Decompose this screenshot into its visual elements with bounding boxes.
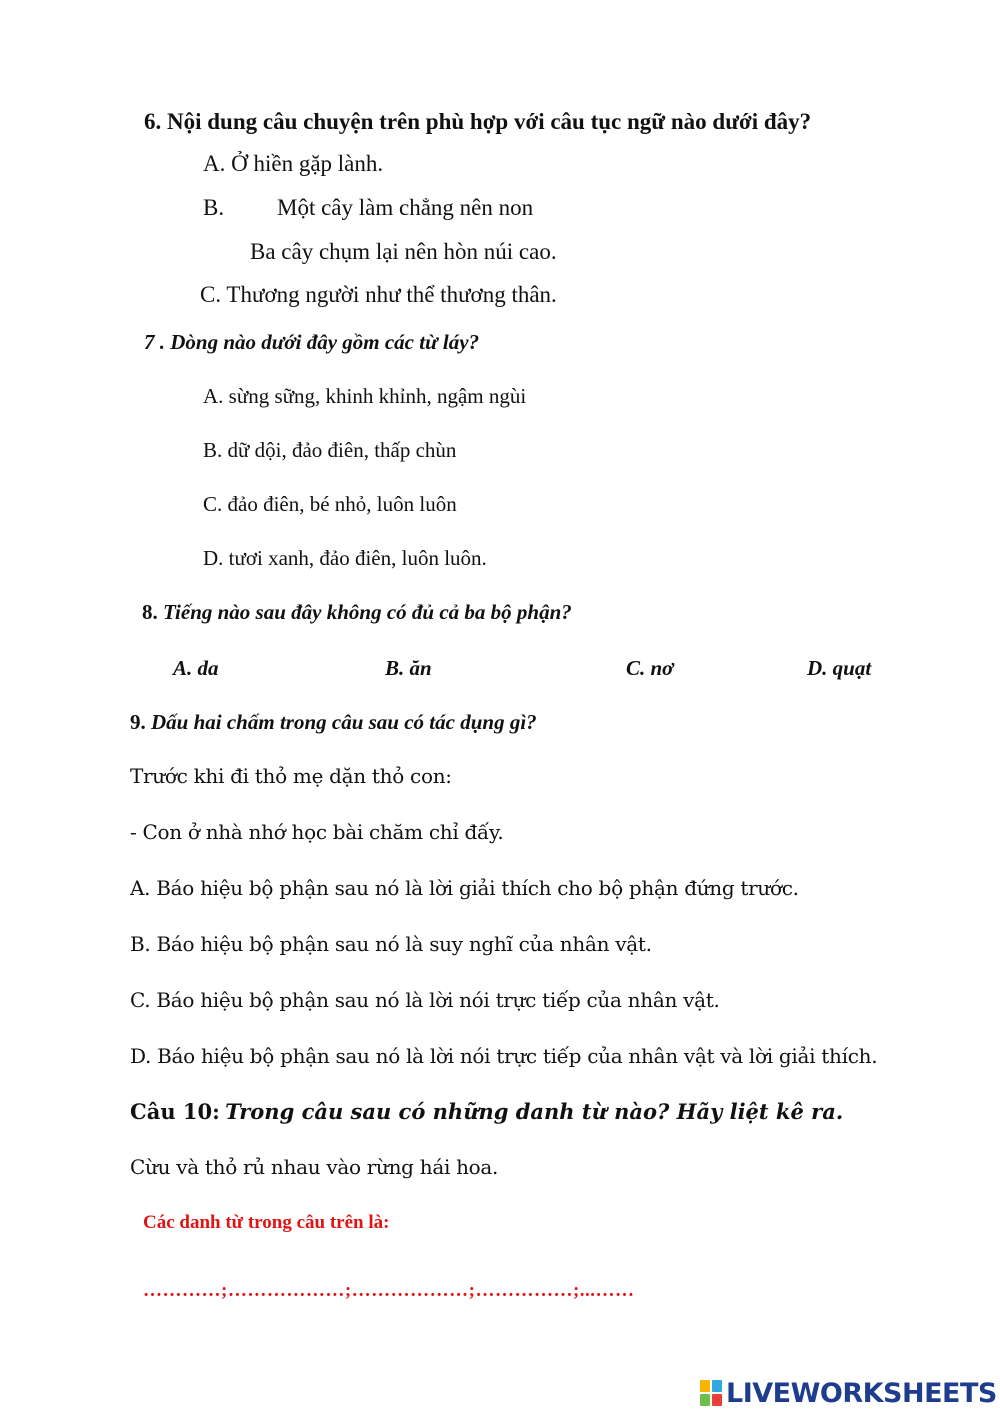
q10-sentence: Cừu và thỏ rủ nhau vào rừng hái hoa. [130, 1155, 499, 1179]
q6-question: 6. Nội dung câu chuyện trên phù hợp với câu tục ngữ nào dưới đây? [144, 109, 812, 134]
q10-label: Câu 10: [130, 1099, 220, 1124]
q9-option-d: D. Báo hiệu bộ phận sau nó là lời nói trực tiếp của nhân vật và lời giải thích. [130, 1044, 878, 1068]
liveworksheets-logo [700, 1377, 997, 1409]
q9-option-c: C. Báo hiệu bộ phận sau nó là lời nói trực tiếp của nhân vật. [130, 988, 720, 1012]
q9-line1: Trước khi đi thỏ mẹ dặn thỏ con: [130, 764, 452, 788]
q7-option-a: A. sừng sững, khinh khỉnh, ngậm ngùi [203, 384, 527, 408]
q6-option-b-label: B. [203, 195, 225, 220]
q9-option-b: B. Báo hiệu bộ phận sau nó là suy nghĩ của nhân vật. [130, 932, 652, 956]
q8-option-d: D. quạt [807, 656, 872, 680]
q7-question: 7 . Dòng nào dưới đây gồm các từ láy? [144, 330, 480, 354]
logo-text: LIVEWORKSHEETS [726, 1377, 997, 1409]
q8-question [142, 602, 572, 623]
q6-option-c: C. Thương người như thể thương thân. [200, 282, 557, 307]
q8-option-a: A. da [173, 656, 219, 680]
q7-option-d: D. tươi xanh, đảo điên, luôn luôn. [203, 546, 487, 570]
q8-text: Tiếng nào sau đây không có đủ cả ba bộ phận? [163, 600, 572, 624]
q10-answer-blanks[interactable]: …………;………………;………………;……………;...…… [143, 1280, 635, 1301]
logo-icon [700, 1380, 722, 1406]
q8-option-b: B. ăn [385, 656, 432, 680]
q8-number: 8. [142, 600, 158, 624]
q6-option-b-line2: Ba cây chụm lại nên hòn núi cao. [250, 239, 557, 264]
q10-question [130, 1101, 843, 1123]
q9-number: 9. [130, 710, 146, 734]
q9-question [130, 712, 537, 733]
q9-line2: - Con ở nhà nhớ học bài chăm chỉ đấy. [130, 820, 504, 844]
q6-option-b-line1: Một cây làm chẳng nên non [277, 195, 534, 220]
q8-option-c: C. nơ [626, 656, 674, 680]
q6-option-a: A. Ở hiền gặp lành. [203, 151, 384, 176]
q10-answer-prompt: Các danh từ trong câu trên là: [143, 1212, 390, 1233]
q10-text: Trong câu sau có những danh từ nào? Hãy liệt kê ra. [225, 1099, 844, 1124]
q7-option-b: B. dữ dội, đảo điên, thấp chùn [203, 438, 457, 462]
q9-text: Dấu hai chấm trong câu sau có tác dụng gì? [151, 710, 537, 734]
q9-option-a: A. Báo hiệu bộ phận sau nó là lời giải thích cho bộ phận đứng trước. [130, 876, 799, 900]
q7-option-c: C. đảo điên, bé nhỏ, luôn luôn [203, 492, 457, 516]
